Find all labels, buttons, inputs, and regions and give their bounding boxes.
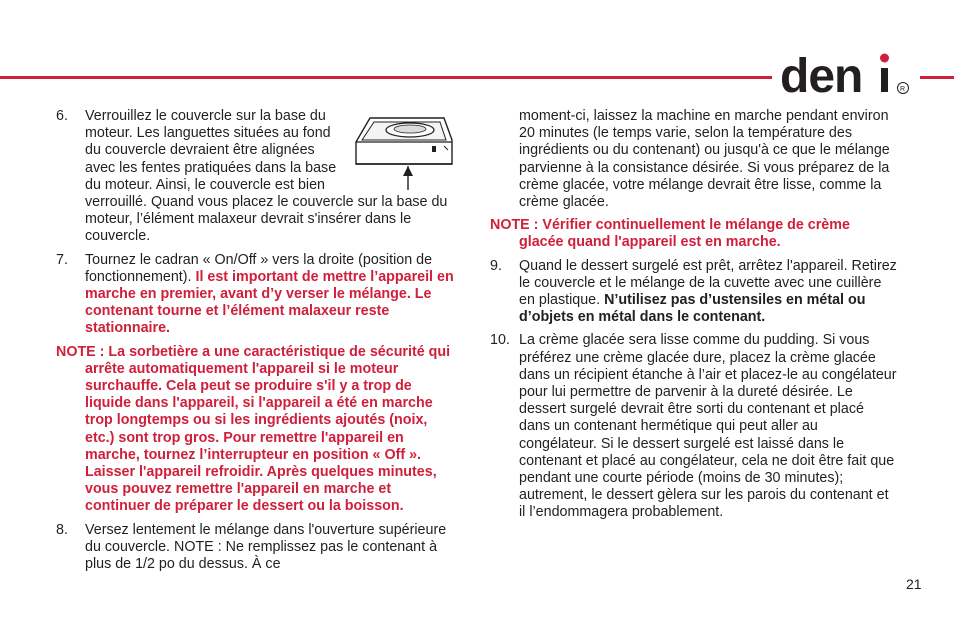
step-warning: N’utilisez pas d’ustensiles en métal ou d’objets en métal dans le contenant. <box>519 292 866 326</box>
svg-text:den: den <box>780 52 863 96</box>
right-column <box>490 108 898 528</box>
step-text: Quand le dessert surgelé est prêt, arrêtez l'appareil. Retirez le couvercle et le mélange de la cuvette avec une cuillère en plastique. <box>519 257 897 309</box>
ice-cream-maker-lid-illustration <box>348 110 460 192</box>
instruction-step-6 <box>56 108 460 246</box>
header-rule-left <box>0 76 772 79</box>
instruction-step-10 <box>490 332 898 521</box>
step-text: Versez lentement le mélange dans l'ouverture supérieure du couvercle. NOTE : Ne remplissez pas le contenant à plus de 1/2 po du dessus. À ce <box>85 521 447 573</box>
instruction-step-9 <box>490 258 898 327</box>
svg-text:R: R <box>900 86 906 93</box>
mixing-note: NOTE : Vérifier continuellement le mélange de crème glacée quand l'appareil est en marche. <box>490 217 850 251</box>
header-rule-right <box>920 76 954 79</box>
step-number: 7. <box>56 251 68 268</box>
step-text: Verrouillez le couvercle sur la base du moteur. Les languettes situées au fond du couvercle devraient être alignées avec les fentes pratiquées dans la base du moteur. Ainsi, le couvercle est bien verrouillé. Quand vous placez le couvercle sur la base du moteur, l’élément malaxeur devrait s'insérer dans le couvercle. <box>85 108 448 245</box>
page-number: 21 <box>906 576 922 592</box>
step-text: Tournez le cadran « On/Off » vers la droite (position de fonctionnement). <box>85 251 433 285</box>
step-number: 6. <box>56 108 68 124</box>
instruction-step-8-continued: moment-ci, laissez la machine en marche pendant environ 20 minutes (le temps varie, selon la température des ingrédients ou du contenant) ou jusqu'à ce que le mélange parvienne à la consistance désirée. Si vous préparez de la crème glacée, votre mélange devrait être lisse, comme la crème glacée. <box>519 108 890 211</box>
step-text: La crème glacée sera lisse comme du pudding. Si vous préférez une crème glacée dure, placez la crème glacée dans un récipient étanche à l’air et placez-le au congélateur pour lui permettre de parvenir à la dureté désirée. Le dessert surgelé devrait être sorti du contenant et placé dans un contenant hermétique qui peut aller au congélateur. Si le dessert surgelé est laissé dans le contenant et placé au congélateur, cela ne doit être fait que pendant une courte période (moins de 30 minutes); autrement, le dessert gèlera sur les parois du contenant et il l’endommagera probablement. <box>519 332 897 521</box>
left-column <box>56 108 460 579</box>
instruction-step-7 <box>56 252 460 338</box>
deni-logo <box>780 52 916 96</box>
step-number: 9. <box>490 257 502 274</box>
step-number: 10. <box>490 332 510 349</box>
step-warning: Il est important de mettre l’appareil en marche en premier, avant d’y verser le mélange. Le contenant tourne et l’élément malaxeur reste stationnaire. <box>85 268 454 337</box>
safety-note: NOTE : La sorbetière a une caractéristique de sécurité qui arrête automatiquement l'appareil si le moteur surchauffe. Cela peut se produire s'il y a trop de liquide dans l'appareil, si l'appareil a été en marche trop longtemps ou si les ingrédients ajoutés (noix, etc.) sont trop gros. Pour remettre l'appareil en marche, tournez l’interrupteur en position « Off ». Laisser l'appareil refroidir. Après quelques minutes, vous pouvez remettre l'appareil en marche et continuer de préparer le dessert ou la boisson. <box>56 343 451 515</box>
step-number: 8. <box>56 521 68 538</box>
instruction-step-8 <box>56 522 460 574</box>
